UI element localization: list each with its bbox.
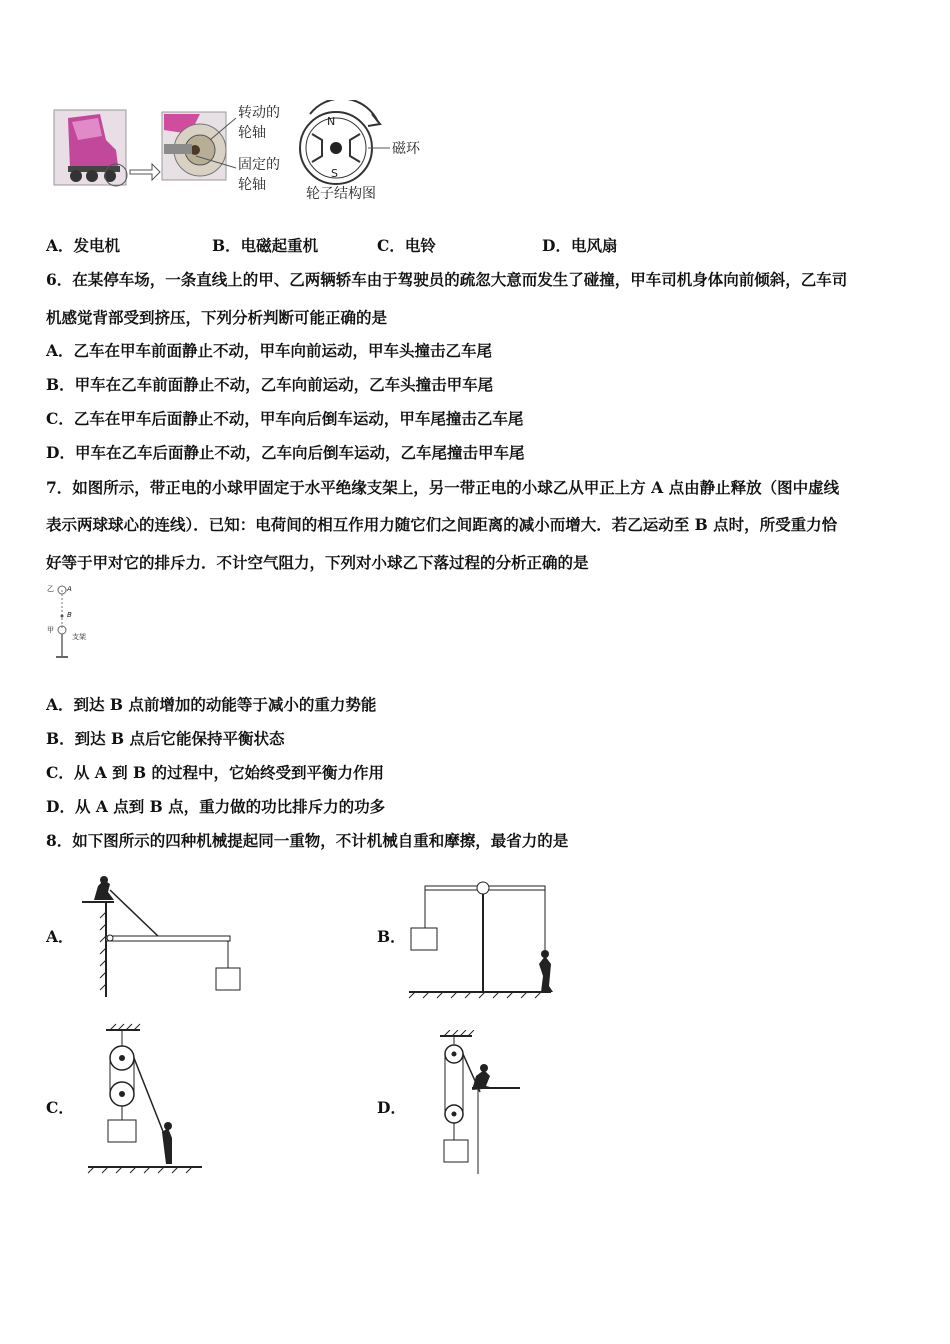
q6-option-c[interactable]: C．乙车在甲车后面静止不动，甲车向后倒车运动，甲车尾撞击乙车尾 [46, 409, 524, 428]
q5-option-c[interactable]: C．电铃 [377, 236, 436, 255]
point-b-label: B [67, 611, 72, 619]
south-pole-label: S [331, 167, 338, 180]
q8-figure-d[interactable] [432, 1030, 528, 1178]
q7-figure [46, 582, 96, 662]
q7-stem-line3: 好等于甲对它的排斥力．不计空气阻力，下列对小球乙下落过程的分析正确的是 [46, 553, 589, 572]
q6-stem-line1: 6．在某停车场，一条直线上的甲、乙两辆轿车由于驾驶员的疏忽大意而发生了碰撞，甲车司机身体向前倾斜，乙车司 [46, 270, 848, 289]
q7-option-d[interactable]: D．从 A 点到 B 点，重力做的功比排斥力的功多 [46, 797, 386, 816]
fixed-axle-label: 固定的 轮轴 [238, 157, 280, 193]
q7-option-c[interactable]: C．从 A 到 B 的过程中，它始终受到平衡力作用 [46, 763, 385, 782]
wheel-structure-caption: 轮子结构图 [306, 186, 376, 202]
rotating-axle-label: 转动的 轮轴 [238, 105, 280, 141]
q8-option-b-label[interactable]: B． [377, 927, 406, 946]
q6-option-a[interactable]: A．乙车在甲车前面静止不动，甲车向前运动，甲车头撞击乙车尾 [46, 341, 493, 360]
q8-option-c-label[interactable]: C． [46, 1098, 74, 1117]
q7-option-b[interactable]: B．到达 B 点后它能保持平衡状态 [46, 729, 285, 748]
q8-stem: 8．如下图所示的四种机械提起同一重物，不计机械自重和摩擦，最省力的是 [46, 831, 569, 850]
q8-figure-b[interactable] [405, 868, 555, 1002]
north-pole-label: N [327, 115, 336, 128]
q8-option-a-label[interactable]: A． [46, 927, 74, 946]
q7-stem-line1: 7．如图所示，带正电的小球甲固定于水平绝缘支架上，另一带正电的小球乙从甲正上方 A 点由静止释放（图中虚线 [46, 478, 840, 497]
q5-option-b[interactable]: B．电磁起重机 [212, 236, 319, 255]
wheel-photo [162, 112, 226, 180]
point-a-label: A [67, 585, 72, 593]
q6-option-b[interactable]: B．甲车在乙车前面静止不动，乙车向前运动，乙车头撞击甲车尾 [46, 375, 494, 394]
skate-photo [54, 110, 127, 186]
ball-yi-label: 乙 [47, 585, 54, 593]
stand-label: 支架 [72, 633, 86, 641]
magnet-ring-label: 磁环 [392, 141, 420, 157]
q5-option-d[interactable]: D．电风扇 [542, 236, 618, 255]
wheel-structure-diagram [300, 100, 390, 184]
q8-figure-a[interactable] [74, 872, 254, 1002]
arrow-icon [130, 164, 160, 180]
q6-stem-line2: 机感觉背部受到挤压，下列分析判断可能正确的是 [46, 308, 388, 327]
q8-figure-c[interactable] [84, 1022, 208, 1178]
q5-option-a[interactable]: A．发电机 [46, 236, 121, 255]
q7-stem-line2: 表示两球球心的连线）．已知：电荷间的相互作用力随它们之间距离的减小而增大．若乙运动至 B 点时，所受重力恰 [46, 515, 838, 534]
q8-option-d-label[interactable]: D． [377, 1098, 406, 1117]
q6-option-d[interactable]: D．甲车在乙车后面静止不动，乙车向后倒车运动，乙车尾撞击甲车尾 [46, 443, 525, 462]
q7-option-a[interactable]: A．到达 B 点前增加的动能等于减小的重力势能 [46, 695, 377, 714]
ball-jia-label: 甲 [47, 626, 54, 634]
